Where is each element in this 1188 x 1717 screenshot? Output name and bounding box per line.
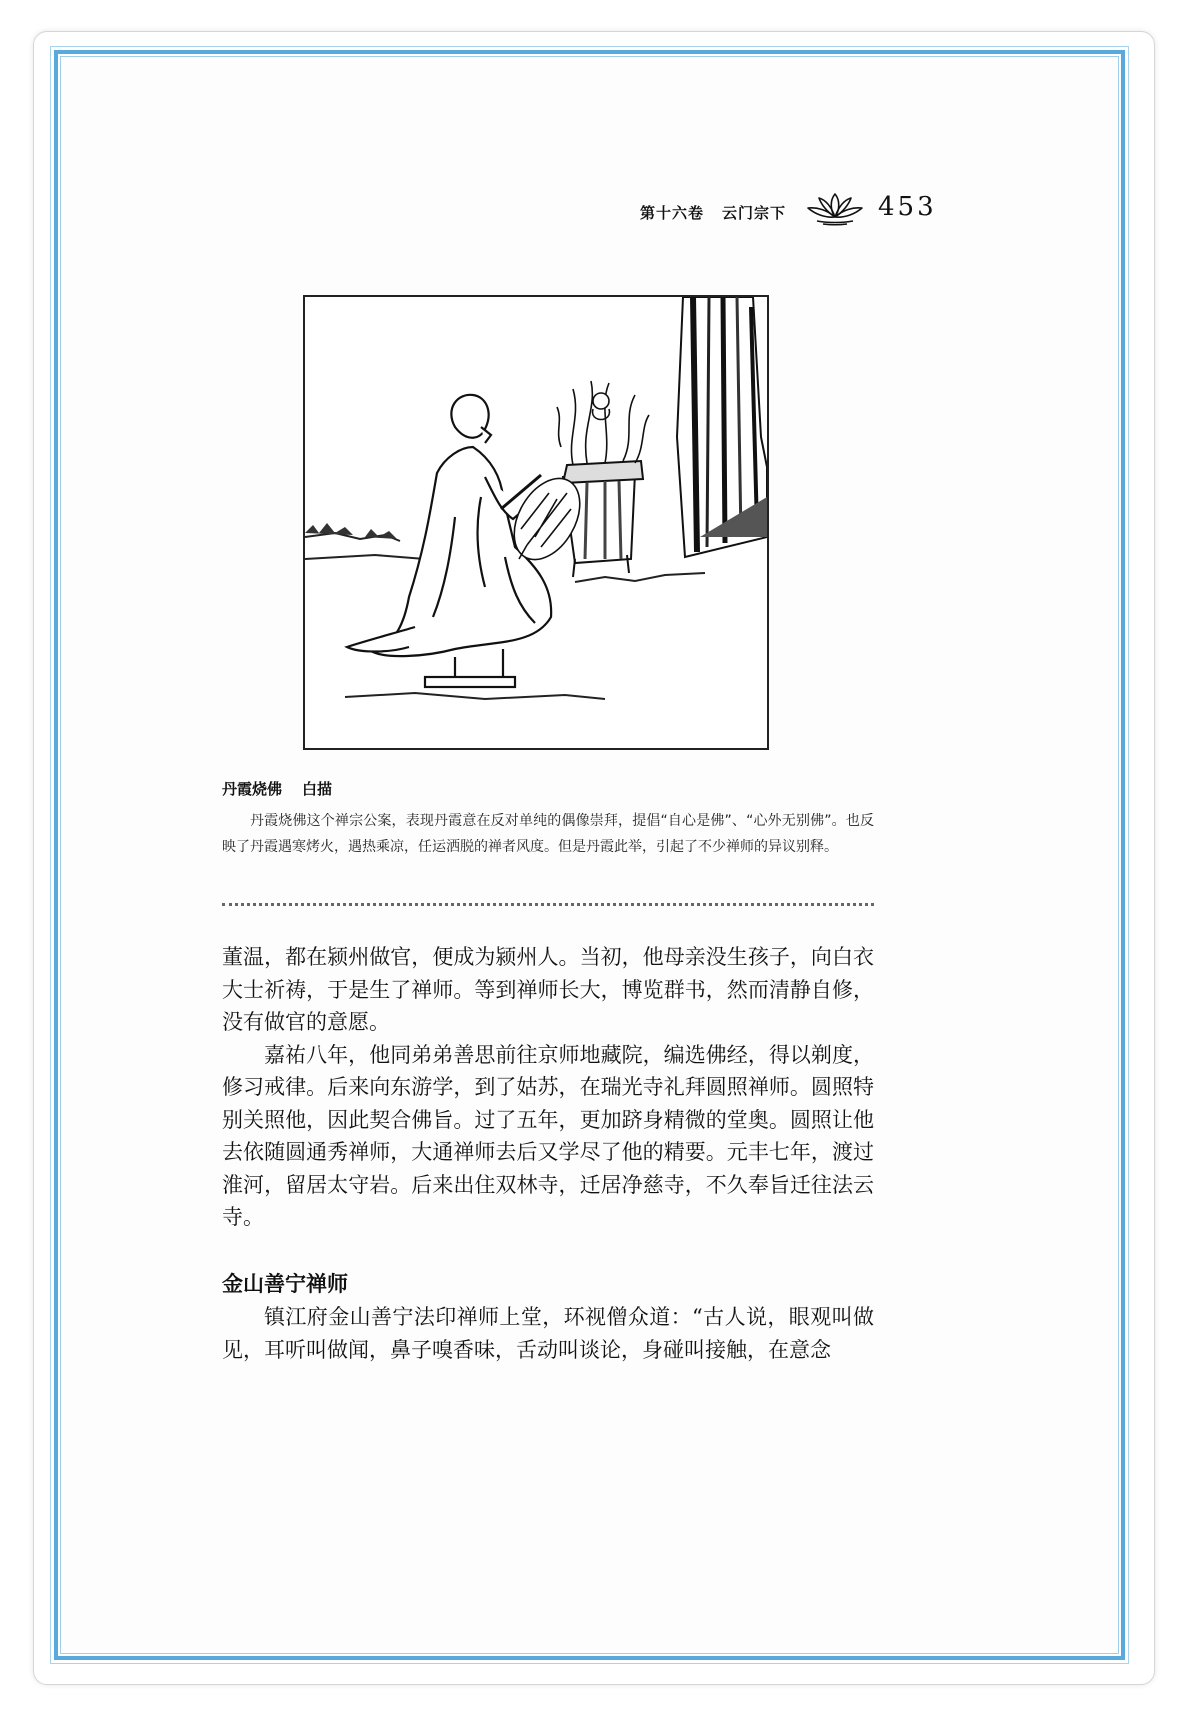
header-section: 云门宗下: [722, 204, 787, 222]
running-header: [640, 190, 940, 230]
section-heading: 金山善宁禅师: [222, 1272, 348, 1296]
body-paragraph-2: 嘉祐八年，他同弟弟善思前往京师地藏院，编选佛经，得以剃度，修习戒律。后来向东游学，到了姑苏，在瑞光寺礼拜圆照禅师。圆照特别关照他，因此契合佛旨。过了五年，更加跻身精微的堂奥。圆照让他去依随圆通秀禅师，大通禅师去后又学尽了他的精要。元丰七年，渡过淮河，留居太守岩。后来出住双林寺，迁居净慈寺，不久奉旨迁往法云寺。: [222, 1042, 874, 1229]
section-paragraph: 镇江府金山善宁法印禅师上堂，环视僧众道：“古人说，眼观叫做见，耳听叫做闻，鼻子嗅香味，舌动叫谈论，身碰叫接触，在意念: [222, 1305, 874, 1362]
figure-technique: 白描: [302, 780, 333, 798]
page-number: 453: [878, 192, 937, 222]
main-body: [222, 941, 874, 1234]
header-chapter: 第十六卷: [640, 204, 705, 222]
figure-illustration: [303, 295, 769, 750]
dotted-divider: [222, 903, 874, 906]
figure-caption-title: [222, 778, 332, 799]
body-paragraph-1: 董温，都在颍州做官，便成为颍州人。当初，他母亲没生孩子，向白衣大士祈祷，于是生了禅师。等到禅师长大，博览群书，然而清静自修，没有做官的意愿。: [222, 945, 874, 1034]
lotus-ornament-icon: [805, 190, 865, 226]
figure-title: 丹霞烧佛: [222, 780, 283, 798]
monk-burning-buddha-drawing: [305, 297, 767, 748]
figure-caption-text: 丹霞烧佛这个禅宗公案，表现丹霞意在反对单纯的偶像崇拜，提倡“自心是佛”、“心外无别佛”。也反映了丹霞遇寒烤火，遇热乘凉，任运洒脱的禅者风度。但是丹霞此举，引起了不少禅师的异议别释。: [222, 813, 874, 855]
